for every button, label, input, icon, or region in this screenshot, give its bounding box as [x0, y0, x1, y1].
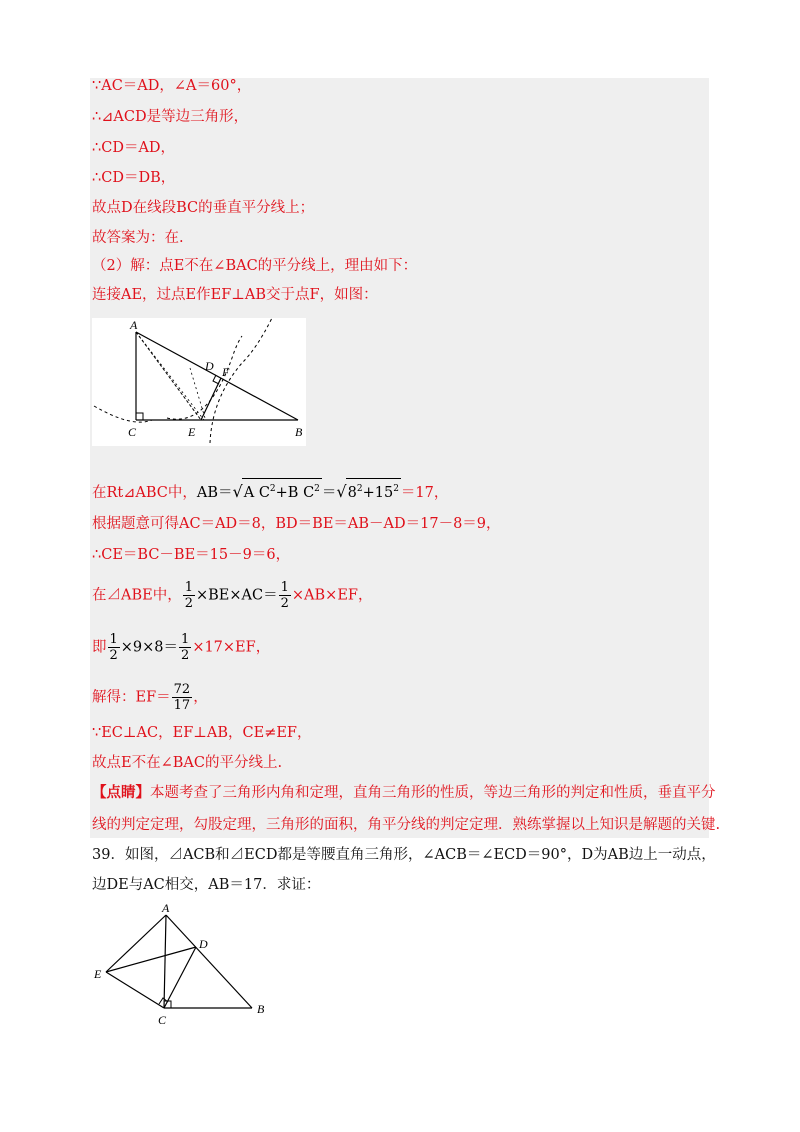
frac-num: 1: [184, 580, 193, 595]
l9-ab: AB＝: [196, 484, 233, 501]
label-C: C: [128, 425, 137, 439]
frac-den: 2: [109, 648, 118, 663]
l9-bc: +B C: [275, 484, 315, 501]
l12-mid: ×BE×AC＝: [196, 587, 278, 604]
solution-line-14: [92, 682, 208, 713]
l9-15: +15: [362, 484, 394, 501]
sqrt-symbol-1: √: [232, 481, 243, 501]
frac-num: 1: [109, 632, 118, 647]
frac-num: 1: [181, 632, 190, 647]
solution-line-11: ∴CE＝BC－BE＝15－9＝6，: [92, 547, 291, 563]
side-DC: [164, 947, 196, 1008]
solution-line-2: ∴⊿ACD是等边三角形，: [92, 109, 249, 125]
l9-8: 8: [347, 484, 357, 501]
frac-den: 2: [280, 596, 289, 611]
sup-15: 2: [393, 484, 399, 494]
l9-prefix: 在Rt⊿ABC中，: [92, 484, 197, 501]
fraction-72-17: [172, 682, 193, 713]
solution-line-8: 连接AE，过点E作EF⊥AB交于点F，如图：: [92, 287, 378, 303]
solution-line-9: [92, 478, 448, 503]
sup-8: 2: [356, 484, 363, 494]
fraction-half-2: [279, 580, 291, 611]
solution-line-5: 故点D在线段BC的垂直平分线上；: [92, 200, 315, 216]
l9-ac: A C: [243, 484, 270, 501]
solution-line-13: [92, 632, 270, 663]
question-line-2: 边DE与AC相交，AB＝17．求证：: [92, 877, 321, 893]
solution-line-16: 故点E不在∠BAC的平分线上.: [92, 755, 283, 771]
label-E: E: [188, 425, 196, 439]
comment-tag: 【点睛】: [92, 784, 150, 801]
comment-line-2: 线的判定定理，勾股定理，三角形的面积，角平分线的判定定理．熟练掌握以上知识是解题的关键.: [92, 817, 721, 833]
figure-2-isosceles-right-triangles: [92, 900, 282, 1028]
l13-prefix: 即: [92, 639, 107, 656]
fraction-half-4: [179, 632, 191, 663]
sup-bc: 2: [314, 484, 320, 494]
comment-text-1: 本题考查了三角形内角和定理，直角三角形的性质，等边三角形的判定和性质，垂直平分: [150, 785, 716, 801]
label2-D: D: [199, 937, 208, 951]
side-AC: [164, 915, 166, 1008]
solution-line-4: ∴CD＝DB，: [92, 170, 176, 186]
sqrt-body-2: [346, 478, 401, 503]
solution-line-3: ∴CD＝AD，: [92, 140, 176, 156]
side-EC: [106, 972, 164, 1008]
label2-B: B: [257, 1002, 265, 1016]
solution-line-10: 根据题意可得AC＝AD＝8，BD＝BE＝AB－AD＝17－8＝9，: [92, 516, 501, 532]
frac-num: 1: [280, 580, 289, 595]
solution-line-1: ∵AC＝AD，∠A＝60°，: [92, 78, 252, 94]
solution-line-15: ∵EC⊥AC，EF⊥AB，CE≠EF，: [92, 725, 312, 741]
label2-A: A: [162, 901, 170, 915]
fraction-half-1: [183, 580, 195, 611]
solution-line-12: [92, 580, 372, 611]
l13-end: ×17×EF，: [192, 639, 271, 656]
frac-num: 72: [173, 682, 191, 697]
l12-end: ×AB×EF，: [291, 587, 373, 604]
label2-E: E: [94, 967, 102, 981]
question-line-1: 39．如图，⊿ACB和⊿ECD都是等腰直角三角形，∠ACB＝∠ECD＝90°，D为AB边上一动点，: [92, 847, 716, 863]
l13-mid: ×9×8＝: [120, 639, 179, 656]
sqrt-symbol-2: √: [336, 481, 347, 501]
comment-line-1: [92, 783, 716, 803]
solution-line-7: （2）解：点E不在∠BAC的平分线上，理由如下：: [92, 258, 418, 274]
l14-prefix: 解得：EF＝: [92, 689, 171, 706]
label-A: A: [130, 318, 138, 332]
frac-den: 17: [173, 698, 191, 713]
l9-eq: ＝: [321, 484, 337, 501]
figure-1-background: [92, 318, 306, 446]
figure-1-right-triangle: [92, 318, 306, 446]
l9-result: ＝17，: [400, 484, 449, 501]
frac-den: 2: [181, 648, 190, 663]
solution-line-6: 故答案为：在.: [92, 230, 184, 246]
frac-den: 2: [184, 596, 193, 611]
l12-prefix: 在⊿ABE中，: [92, 587, 182, 604]
side-AB: [166, 915, 252, 1008]
label-F: F: [222, 365, 230, 379]
sqrt-body-1: [242, 478, 322, 503]
fraction-half-3: [108, 632, 120, 663]
sup-ac: 2: [269, 484, 276, 494]
label2-C: C: [158, 1013, 167, 1027]
l14-end: ，: [193, 689, 208, 706]
label-D: D: [205, 359, 214, 373]
label-B: B: [295, 425, 303, 439]
